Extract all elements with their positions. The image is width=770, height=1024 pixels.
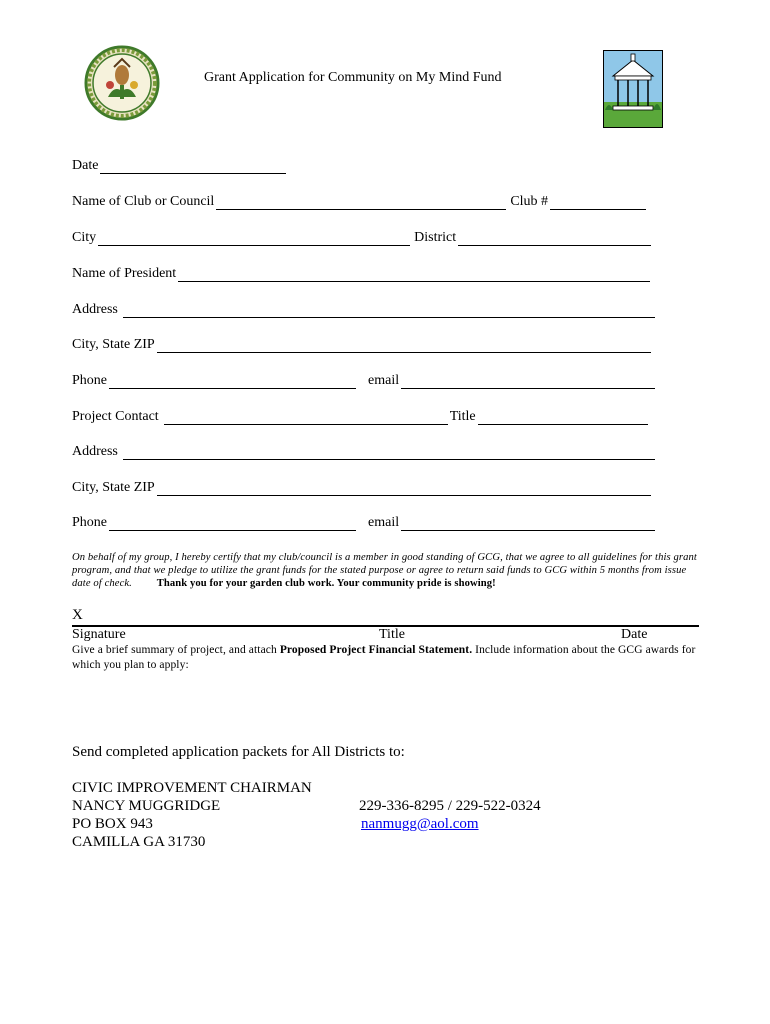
project-contact-label: Project Contact xyxy=(72,409,159,424)
email-label: email xyxy=(368,373,400,388)
page-title: Grant Application for Community on My Mind Fund xyxy=(204,70,502,85)
club-name-field[interactable] xyxy=(216,197,506,210)
city-state-zip2-field[interactable] xyxy=(157,483,651,496)
district-label: District xyxy=(414,230,457,245)
address-label: Address xyxy=(72,302,118,317)
thanks-message: Thank you for your garden club work. Your community pride is showing! xyxy=(156,578,496,589)
chairman-name: NANCY MUGGRIDGE xyxy=(72,798,221,814)
summary-text-after: Include information about the GCG awards for which you plan to apply: xyxy=(72,644,696,671)
club-row xyxy=(72,194,648,210)
city-label: City xyxy=(72,230,97,245)
signature-date-label: Date xyxy=(621,627,648,642)
date-label: Date xyxy=(72,158,99,173)
summary-bold-text: Proposed Project Financial Statement. xyxy=(279,644,473,656)
send-to-heading: Send completed application packets for All Districts to: xyxy=(72,744,405,760)
phone2-email2-row xyxy=(72,515,657,531)
city-state-zip-address: CAMILLA GA 31730 xyxy=(72,834,206,850)
project-summary-instructions xyxy=(72,643,702,673)
city-field[interactable] xyxy=(98,233,410,246)
email2-field[interactable] xyxy=(401,518,655,531)
club-number-label: Club # xyxy=(510,194,549,209)
club-name-label: Name of Club or Council xyxy=(72,194,215,209)
city-state-zip2-row xyxy=(72,480,653,496)
signature-label: Signature xyxy=(72,627,126,642)
gazebo-logo xyxy=(603,50,663,128)
president-row xyxy=(72,266,652,282)
project-contact-row xyxy=(72,409,650,425)
phone-label: Phone xyxy=(72,373,107,388)
date-field[interactable] xyxy=(100,161,286,174)
signature-title-label: Title xyxy=(379,627,405,642)
district-field[interactable] xyxy=(458,233,651,246)
city-state-zip-row xyxy=(72,337,653,353)
president-field[interactable] xyxy=(178,269,650,282)
certification-text xyxy=(72,551,702,590)
date-row xyxy=(72,158,288,174)
city-district-row xyxy=(72,230,653,246)
address-field[interactable] xyxy=(123,305,655,318)
certification-statement: On behalf of my group, I hereby certify that my club/council is a member in good standing of GCG, that we agree to all guidelines for this grant program, and that we pledge to utilize the grant funds for the stated purpose or agree to return said funds to GCG within 5 months from issue date of check. xyxy=(72,552,697,589)
phone2-field[interactable] xyxy=(109,518,356,531)
contact-email-link[interactable]: nanmugg@aol.com xyxy=(361,816,479,832)
signature-x-mark: X xyxy=(72,607,83,623)
summary-text-before: Give a brief summary of project, and attach xyxy=(72,644,280,656)
po-box: PO BOX 943 xyxy=(72,816,153,832)
address2-row xyxy=(72,444,657,460)
president-label: Name of President xyxy=(72,266,177,281)
city-state-zip-label: City, State ZIP xyxy=(72,337,155,352)
address-row xyxy=(72,302,657,318)
city-state-zip2-label: City, State ZIP xyxy=(72,480,155,495)
phone-numbers: 229-336-8295 / 229-522-0324 xyxy=(359,798,541,814)
club-number-field[interactable] xyxy=(550,197,646,210)
address2-label: Address xyxy=(72,444,118,459)
address2-field[interactable] xyxy=(123,447,655,460)
city-state-zip-field[interactable] xyxy=(157,340,651,353)
title-field[interactable] xyxy=(478,412,648,425)
project-contact-field[interactable] xyxy=(164,412,448,425)
chairman-title: CIVIC IMPROVEMENT CHAIRMAN xyxy=(72,780,312,796)
email-field[interactable] xyxy=(401,376,655,389)
title-label: Title xyxy=(449,409,476,424)
garden-club-seal-logo xyxy=(84,45,160,121)
phone-field[interactable] xyxy=(109,376,356,389)
phone2-label: Phone xyxy=(72,515,107,530)
email2-label: email xyxy=(368,515,400,530)
phone-email-row xyxy=(72,373,657,389)
